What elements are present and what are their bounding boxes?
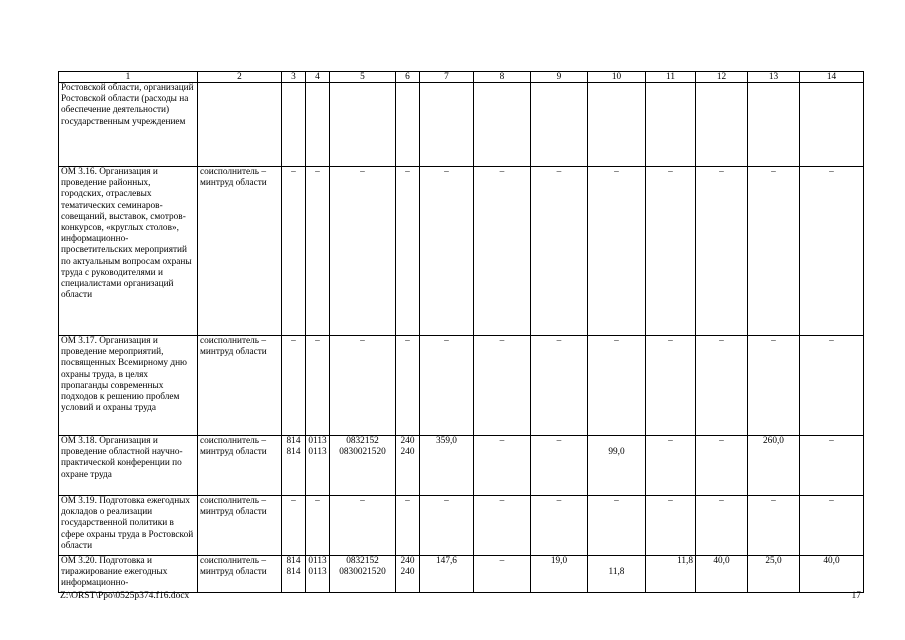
dash-cell: – [531,436,588,496]
dash-cell: – [696,167,748,336]
table-row [59,556,864,593]
dash-cell: – [748,496,800,556]
target-article-code: 0832152 0830021520 [330,436,396,496]
dash-cell: – [474,496,531,556]
dash-cell: – [696,436,748,496]
col-header: 1 [59,72,198,83]
value-cell: 359,0 [420,436,474,496]
file-path: Z:\ORST\Ppo\0525p374.f16.docx [60,591,190,601]
dash-cell: – [748,167,800,336]
dash-cell: – [396,496,420,556]
dash-cell: – [282,336,306,436]
col-header: 7 [420,72,474,83]
dash-cell: – [306,336,330,436]
dash-cell: – [800,496,864,556]
activity-name: ОМ 3.20. Подготовка и тиражирование ежегодных информационно- [59,556,198,593]
cell [330,83,396,167]
dash-cell: – [396,167,420,336]
col-header: 4 [306,72,330,83]
dash-cell: – [330,496,396,556]
col-header: 13 [748,72,800,83]
section-code: 0113 0113 [306,556,330,593]
table-row [59,336,864,436]
dash-cell: – [474,436,531,496]
value-cell: 260,0 [748,436,800,496]
cell [531,83,588,167]
executor: соисполнитель – минтруд области [198,436,282,496]
dash-cell: – [474,556,531,593]
activity-name: ОМ 3.17. Организация и проведение мероприятий, посвященных Всемирному дню охраны труда, в целях пропаганды современных подходов к решению проблем условий и охраны труда [59,336,198,436]
program-table [58,71,864,593]
value-cell: 11,8 [646,556,696,593]
value-cell: 99,0 [588,436,646,496]
dash-cell: – [531,496,588,556]
value-cell: 25,0 [748,556,800,593]
dash-cell: – [696,496,748,556]
cell [282,83,306,167]
expense-type-code: 240 240 [396,436,420,496]
dash-cell: – [588,336,646,436]
value-cell: 40,0 [800,556,864,593]
dash-cell: – [330,336,396,436]
header-row [59,72,864,83]
executor: соисполнитель – минтруд области [198,556,282,593]
col-header: 11 [646,72,696,83]
dash-cell: – [800,336,864,436]
cell [474,83,531,167]
dash-cell: – [588,167,646,336]
table-row [59,83,864,167]
executor: соисполнитель – минтруд области [198,167,282,336]
activity-name: ОМ 3.19. Подготовка ежегодных докладов о реализации государственной политики в сфере охраны труда в Ростовской области [59,496,198,556]
executor: соисполнитель – минтруд области [198,336,282,436]
col-header: 3 [282,72,306,83]
dash-cell: – [748,336,800,436]
page-number: 17 [851,591,861,601]
col-header: 5 [330,72,396,83]
dash-cell: – [474,336,531,436]
col-header: 14 [800,72,864,83]
table-row [59,167,864,336]
activity-name: Ростовской области, организаций Ростовской области (расходы на обеспечение деятельности) государственным учреждением [59,83,198,167]
activity-name: ОМ 3.18. Организация и проведение областной научно-практической конференции по охране труда [59,436,198,496]
value-cell: 19,0 [531,556,588,593]
cell [748,83,800,167]
dash-cell: – [330,167,396,336]
dash-cell: – [531,336,588,436]
cell [420,83,474,167]
dash-cell: – [396,336,420,436]
value-cell: 147,6 [420,556,474,593]
value-cell: 40,0 [696,556,748,593]
grbs-code: 814 814 [282,556,306,593]
cell [306,83,330,167]
expense-type-code: 240 240 [396,556,420,593]
table-row [59,496,864,556]
dash-cell: – [420,336,474,436]
dash-cell: – [306,167,330,336]
cell [800,83,864,167]
dash-cell: – [696,336,748,436]
dash-cell: – [800,436,864,496]
col-header: 6 [396,72,420,83]
dash-cell: – [420,496,474,556]
dash-cell: – [282,167,306,336]
dash-cell: – [306,496,330,556]
col-header: 8 [474,72,531,83]
dash-cell: – [531,167,588,336]
value-cell: 11,8 [588,556,646,593]
executor [198,83,282,167]
target-article-code: 0832152 0830021520 [330,556,396,593]
dash-cell: – [282,496,306,556]
table-row [59,436,864,496]
executor: соисполнитель – минтруд области [198,496,282,556]
section-code: 0113 0113 [306,436,330,496]
cell [396,83,420,167]
dash-cell: – [646,496,696,556]
dash-cell: – [588,496,646,556]
dash-cell: – [800,167,864,336]
grbs-code: 814 814 [282,436,306,496]
col-header: 9 [531,72,588,83]
col-header: 10 [588,72,646,83]
cell [646,83,696,167]
col-header: 2 [198,72,282,83]
activity-name: ОМ 3.16. Организация и проведение районных, городских, отраслевых тематических семинаров-совещаний, выставок, смотров-конкурсов, «круглых столов», информационно-просветительских мероприятий по актуальным вопросам охраны труда с руководителями и специалистами организаций области [59,167,198,336]
col-header: 12 [696,72,748,83]
dash-cell: – [474,167,531,336]
cell [588,83,646,167]
cell [696,83,748,167]
dash-cell: – [646,167,696,336]
dash-cell: – [420,167,474,336]
dash-cell: – [646,336,696,436]
dash-cell: – [646,436,696,496]
